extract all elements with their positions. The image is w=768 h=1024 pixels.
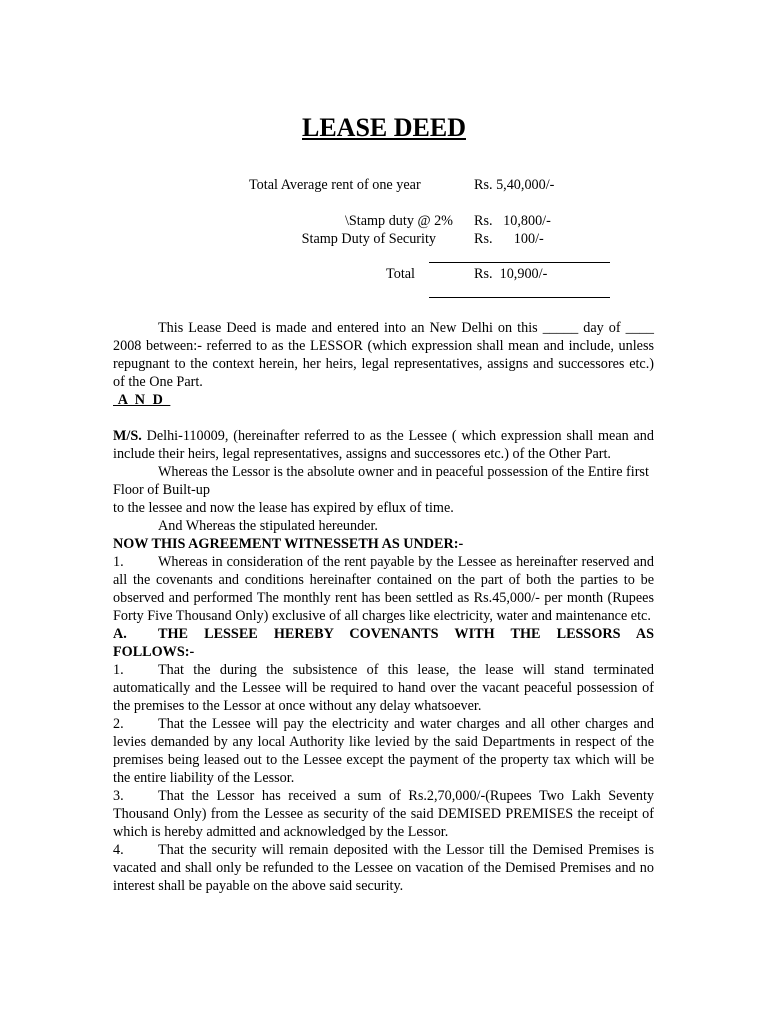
avg-rent-value: Rs. 5,40,000/- [474, 177, 555, 193]
covenant-number: 2. [113, 716, 124, 732]
divider-line [429, 297, 610, 298]
clause-1 [113, 553, 654, 625]
covenant-item [113, 715, 654, 787]
covenant-number: 3. [113, 788, 124, 804]
covenant-text: That the Lessor has received a sum of Rs.2,70,000/-(Rupees Two Lakh Seventy Thousand Only) from the Lessee as security of the said DEMISED PREMISES the receipt of which is hereby admitted and acknowledged by the Lessor. [113, 788, 654, 840]
covenant-number: 4. [113, 842, 124, 858]
total-label: Total [386, 266, 415, 282]
stamp-duty-label: \Stamp duty @ 2% [344, 213, 453, 229]
witnesseth-heading: NOW THIS AGREEMENT WITNESSETH AS UNDER:- [113, 536, 464, 552]
lessee-text: Delhi-110009, (hereinafter referred to as the Lessee ( which expression shall mean and include their heirs, legal representatives, assigns and successores etc.) of the Other Part. [113, 428, 654, 462]
ms-label: M/S. [113, 428, 142, 444]
covenant-item [113, 787, 654, 841]
clause-number: 1. [113, 554, 124, 570]
lessor-paragraph: This Lease Deed is made and entered into an New Delhi on this _____ day of ____ 2008 between:- referred to as the LESSOR (which expression shall mean and include, unless repugnant to the context herein, her heirs, legal representatives, assigns and successores etc.) of the One Part. [113, 320, 654, 390]
covenant-text: That the security will remain deposited with the Lessor till the Demised Premises is vacated and shall only be refunded to the Lessee on vacation of the Demised Premises and no interest shall be payable on the above said security. [113, 842, 654, 894]
lessee-paragraph [113, 427, 654, 463]
stamp-duty-value: Rs. 10,800/- [474, 213, 551, 229]
section-heading-line1: THE LESSEE HEREBY COVENANTS WITH THE LESSORS AS [158, 626, 654, 642]
covenant-item [113, 841, 654, 895]
document-title: LEASE DEED [302, 113, 466, 142]
whereas-continuation: to the lessee and now the lease has expired by eflux of time. [113, 500, 454, 516]
covenant-item [113, 661, 654, 715]
divider-line [429, 262, 610, 263]
covenant-text: That the during the subsistence of this lease, the lease will stand terminated automatically and the Lessee will be required to hand over the vacant peaceful possession of the premises to the Lessor at once without any delay whatsoever. [113, 662, 654, 714]
security-value: Rs. 100/- [474, 231, 544, 247]
section-a-heading-cont: FOLLOWS:- [113, 644, 195, 660]
deed-body [113, 319, 654, 895]
clause-text: Whereas in consideration of the rent payable by the Lessee as hereinafter reserved and all the covenants and conditions hereinafter contained on the part of both the parties to be observed and performed The monthly rent has been settled as Rs.45,000/- per month (Rupees Forty Five Thousand Only) exclusive of all charges like electricity, water and maintenance etc. [113, 554, 654, 624]
whereas-paragraph: Whereas the Lessor is the absolute owner and in peaceful possession of the Entire first Floor of Built-up [113, 464, 649, 498]
security-label: Stamp Duty of Security [301, 231, 436, 247]
whereas-stipulated: And Whereas the stipulated hereunder. [158, 518, 378, 534]
covenant-text: That the Lessee will pay the electricity and water charges and all other charges and levies demanded by any local Authority like levied by the said Departments in respect of the premises being leased out to the Lessee except the payment of the property tax which will be the entire liability of the Lessor. [113, 716, 654, 786]
avg-rent-label: Total Average rent of one year [249, 177, 421, 193]
section-a-heading [113, 625, 654, 643]
and-separator [113, 391, 654, 409]
section-letter: A. [113, 626, 127, 642]
total-value: Rs. 10,900/- [474, 266, 548, 282]
covenant-number: 1. [113, 662, 124, 678]
and-label: A N D [113, 392, 171, 408]
